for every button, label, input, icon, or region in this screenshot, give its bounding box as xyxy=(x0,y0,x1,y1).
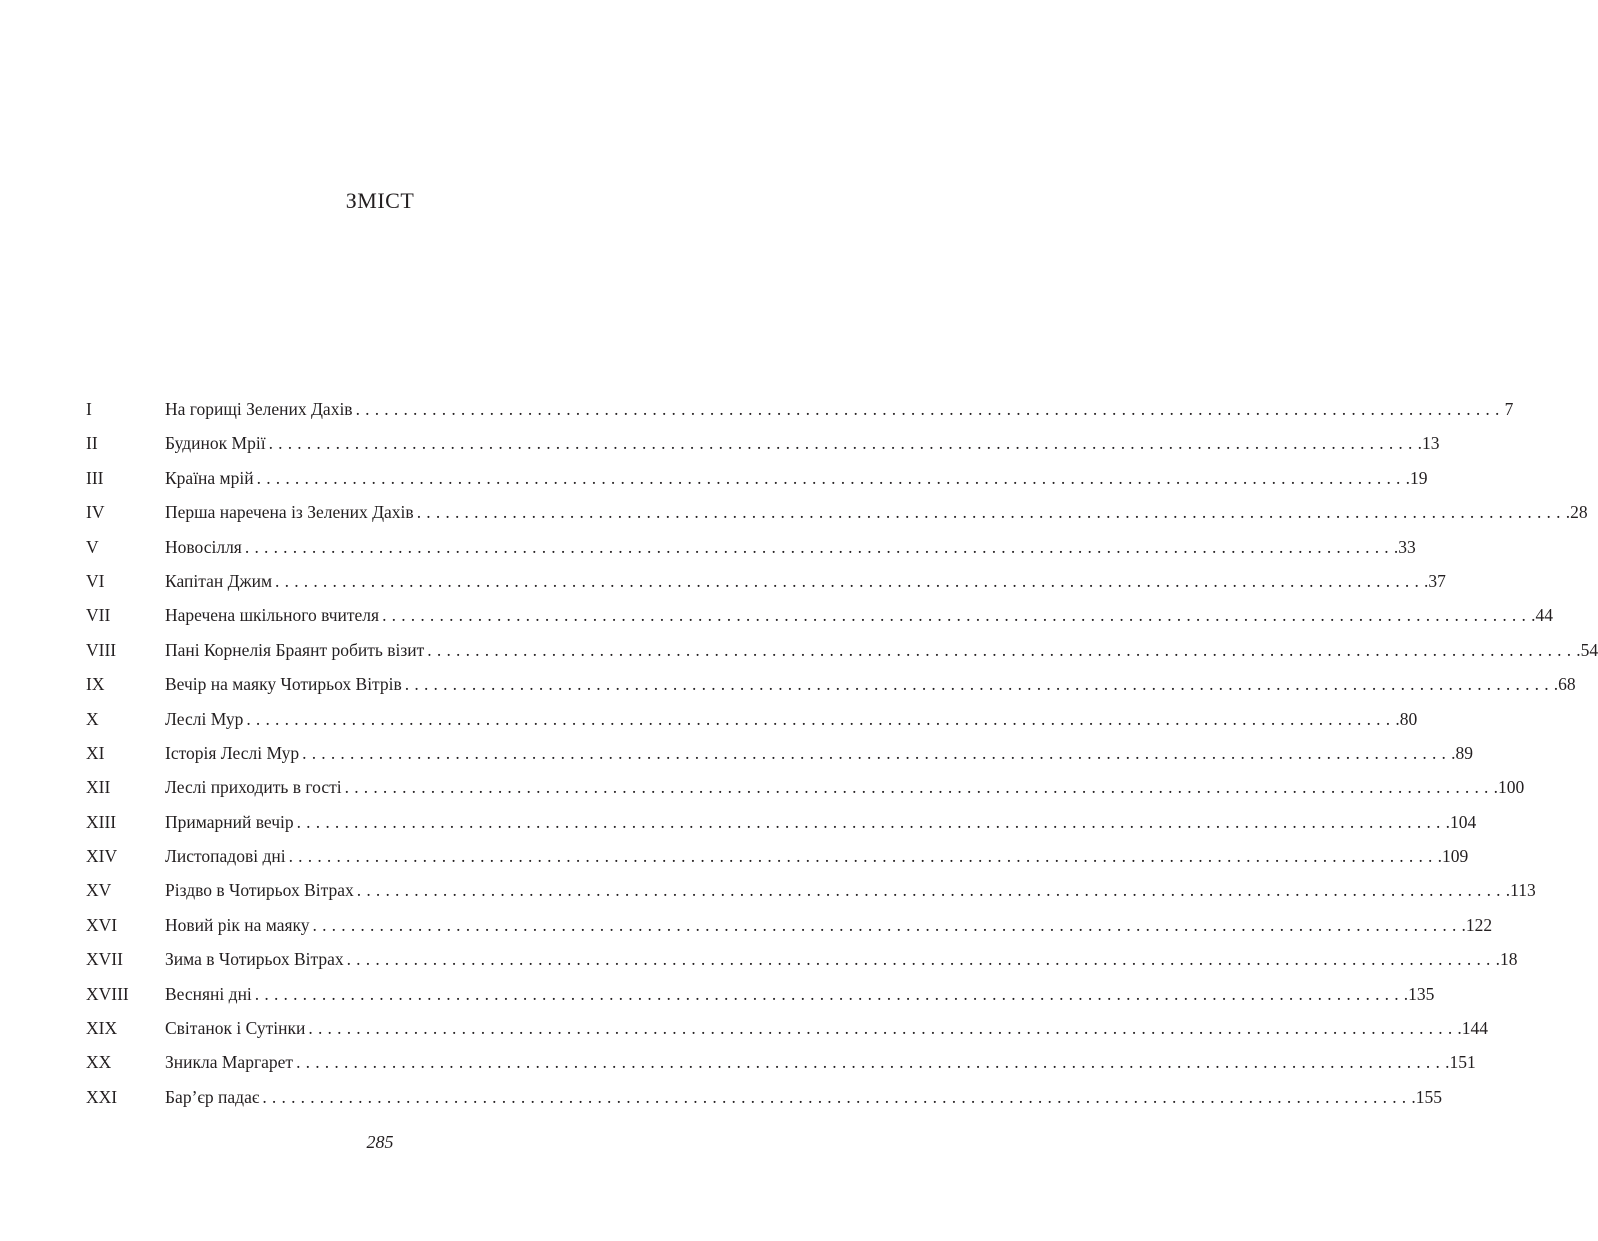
chapter-number: IV xyxy=(86,502,105,523)
chapter-number: XIX xyxy=(86,1018,118,1039)
toc-entry xyxy=(86,1013,1489,1047)
toc-entry xyxy=(86,772,1525,806)
chapter-page: .19 xyxy=(1405,467,1428,488)
dot-leader: ........................................................................................................................ xyxy=(246,708,1396,729)
toc-entry xyxy=(86,910,1493,944)
chapter-title: Країна мрій xyxy=(165,467,254,488)
dot-leader: ........................................................................................................................ xyxy=(356,880,1506,901)
chapter-page: .18 xyxy=(1495,949,1518,970)
toc-entry xyxy=(86,600,1553,634)
toc-entry xyxy=(86,635,1598,669)
toc-entry xyxy=(86,463,1428,497)
toc-entry xyxy=(86,841,1469,875)
dot-leader: ........................................................................................................................ xyxy=(256,467,1406,488)
dot-leader: ........................................................................................................................ xyxy=(296,811,1446,832)
chapter-page: .100 xyxy=(1493,777,1525,798)
dot-leader: ........................................................................................................................ xyxy=(268,433,1418,454)
dot-leader: ........................................................................................................................ xyxy=(404,674,1554,695)
toc-entry xyxy=(86,566,1446,600)
chapter-page: .113 xyxy=(1505,880,1536,901)
chapter-title: Новий рік на маяку xyxy=(165,914,310,935)
toc-entry xyxy=(86,532,1416,566)
toc-entry xyxy=(86,944,1518,978)
chapter-number: XVI xyxy=(86,914,118,935)
chapter-page: .151 xyxy=(1445,1052,1476,1073)
chapter-number: IX xyxy=(86,674,105,695)
dot-leader: ........................................................................................................................ xyxy=(382,605,1532,626)
chapter-page: .44 xyxy=(1531,605,1553,626)
dot-leader: ........................................................................................................................ xyxy=(275,570,1425,591)
toc-entry xyxy=(86,1082,1442,1116)
dot-leader: ........................................................................................................................ xyxy=(344,777,1494,798)
dot-leader: ........................................................................................................................ xyxy=(262,1086,1412,1107)
toc-entry xyxy=(86,497,1588,531)
chapter-title: Наречена шкільного вчителя xyxy=(165,605,380,626)
chapter-title: Історія Леслі Мур xyxy=(165,742,300,763)
chapter-number: XIII xyxy=(86,811,117,832)
chapter-page: .13 xyxy=(1417,433,1440,454)
chapter-page: .135 xyxy=(1403,983,1435,1004)
table-of-contents xyxy=(86,394,1598,1116)
chapter-number: XV xyxy=(86,880,112,901)
chapter-title: Зникла Маргарет xyxy=(165,1052,294,1073)
dot-leader: ........................................................................................................................ xyxy=(302,742,1452,763)
chapter-number: VII xyxy=(86,605,111,626)
chapter-title: Пані Корнелія Браянт робить візит xyxy=(165,639,425,660)
chapter-number: III xyxy=(86,467,104,488)
chapter-number: XVIII xyxy=(86,983,129,1004)
dot-leader: ........................................................................................................................ xyxy=(308,1018,1458,1039)
dot-leader: ........................................................................................................................ xyxy=(427,639,1577,660)
toc-entry xyxy=(86,428,1440,462)
chapter-page: 7 xyxy=(1504,399,1514,419)
chapter-number: X xyxy=(86,708,99,729)
chapter-title: Будинок Мрії xyxy=(165,433,266,454)
page-title: ЗМІСТ xyxy=(345,188,415,213)
chapter-page: .54 xyxy=(1576,639,1598,660)
chapter-page: .144 xyxy=(1457,1018,1489,1039)
chapter-page: .28 xyxy=(1565,502,1588,523)
chapter-page: .122 xyxy=(1461,914,1493,935)
toc-entry xyxy=(86,669,1576,703)
chapter-number: II xyxy=(86,433,98,454)
chapter-title: Листопадові дні xyxy=(165,846,286,867)
chapter-title: Новосілля xyxy=(165,536,242,557)
dot-leader: ........................................................................................................................ xyxy=(244,536,1394,557)
chapter-title: Примарний вечір xyxy=(165,811,294,832)
chapter-number: XVII xyxy=(86,949,123,970)
chapter-number: VI xyxy=(86,570,105,591)
chapter-title: Бар’єр падає xyxy=(165,1086,260,1107)
chapter-page: .80 xyxy=(1395,708,1418,729)
chapter-title: Вечір на маяку Чотирьох Вітрів xyxy=(165,674,402,695)
toc-entry xyxy=(86,1047,1476,1081)
chapter-page: .33 xyxy=(1393,536,1416,557)
chapter-number: I xyxy=(86,399,92,419)
toc-entry xyxy=(86,394,1514,428)
toc-entry xyxy=(86,738,1473,772)
chapter-title: Різдво в Чотирьох Вітрах xyxy=(165,880,354,901)
chapter-page: .109 xyxy=(1437,846,1469,867)
toc-entry xyxy=(86,704,1418,738)
dot-leader: ........................................................................................................................ xyxy=(355,399,1505,419)
chapter-number: V xyxy=(86,536,99,557)
chapter-page: .104 xyxy=(1445,811,1477,832)
dot-leader: ........................................................................................................................ xyxy=(288,846,1438,867)
chapter-page: .155 xyxy=(1411,1086,1442,1107)
chapter-page: .37 xyxy=(1424,570,1446,591)
chapter-number: XI xyxy=(86,742,105,763)
chapter-page: .89 xyxy=(1451,742,1473,763)
dot-leader: ........................................................................................................................ xyxy=(296,1052,1446,1073)
dot-leader: ........................................................................................................................ xyxy=(346,949,1496,970)
toc-entry xyxy=(86,807,1477,841)
toc-entry xyxy=(86,875,1536,909)
chapter-title: Весняні дні xyxy=(165,983,252,1004)
chapter-page: .68 xyxy=(1553,674,1576,695)
dot-leader: ........................................................................................................................ xyxy=(312,914,1462,935)
chapter-title: Зима в Чотирьох Вітрах xyxy=(165,949,344,970)
chapter-number: XXI xyxy=(86,1086,118,1107)
chapter-number: XX xyxy=(86,1052,112,1073)
page-number: 285 xyxy=(366,1132,394,1152)
toc-entry xyxy=(86,979,1435,1013)
chapter-title: Леслі Мур xyxy=(165,708,244,729)
chapter-number: XII xyxy=(86,777,111,798)
dot-leader: ........................................................................................................................ xyxy=(416,502,1566,523)
chapter-number: VIII xyxy=(86,639,117,660)
chapter-number: XIV xyxy=(86,846,118,867)
chapter-title: На горищі Зелених Дахів xyxy=(165,399,353,419)
dot-leader: ........................................................................................................................ xyxy=(254,983,1404,1004)
chapter-title: Світанок і Сутінки xyxy=(165,1018,306,1039)
chapter-title: Капітан Джим xyxy=(165,570,273,591)
chapter-title: Леслі приходить в гості xyxy=(165,777,342,798)
chapter-title: Перша наречена із Зелених Дахів xyxy=(165,502,414,523)
